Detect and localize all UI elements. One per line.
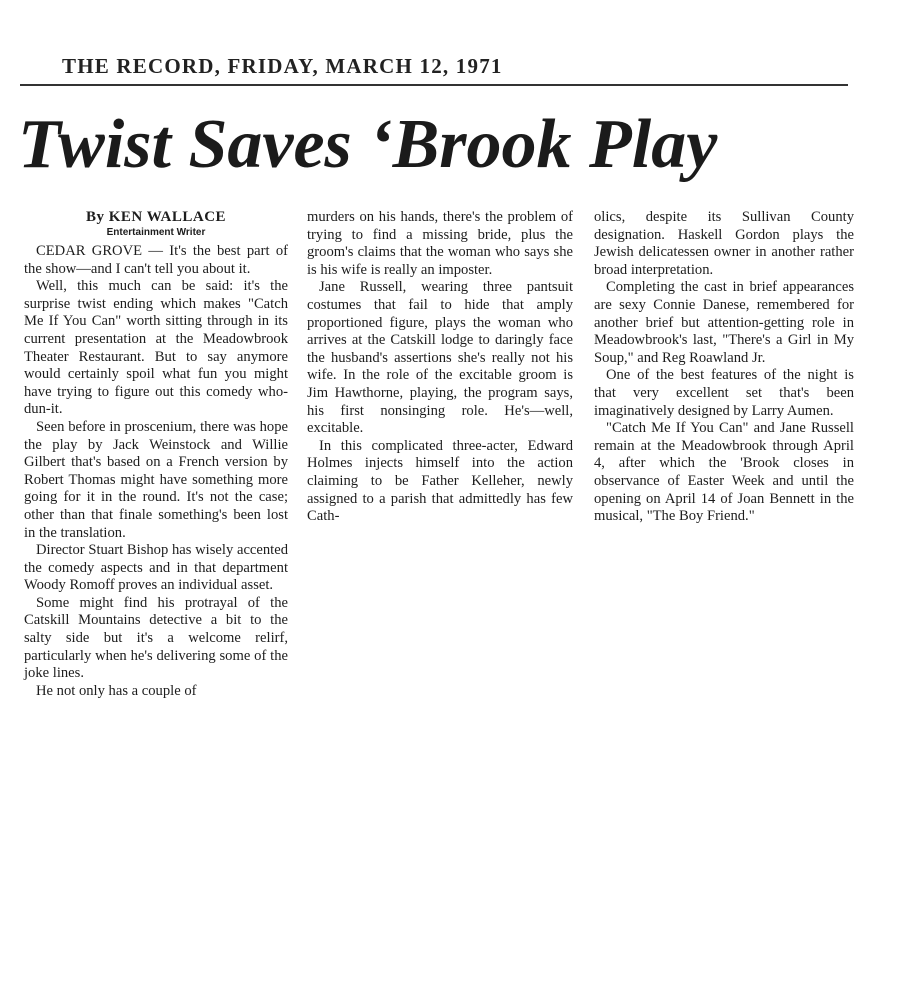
paragraph: One of the best features of the night is that very excellent set that's been imaginatively designed by Larry Aumen. — [594, 367, 854, 419]
paragraph: murders on his hands, there's the problem of trying to find a missing bride, plus the groom's claims that the woman who says she is his wife is really an imposter. — [307, 209, 573, 278]
paragraph: In this complicated three-acter, Edward Holmes injects himself into the action claiming to be Father Kelleher, newly assigned to a parish that admittedly has few Cath- — [307, 437, 573, 525]
paragraph: Jane Russell, wearing three pantsuit costumes that fail to hide that amply proportioned figure, plays the woman who arrives at the Catskill lodge to daringly face the husband's assertions she's really not his wife. In the role of the excitable groom is Jim Hawthorne, playing, the program says, his first nonsinging role. He's—well, excitable. — [307, 279, 573, 437]
paragraph: Seen before in proscenium, there was hope the play by Jack Weinstock and Willie Gilbert that's based on a French version by Robert Thomas might have something more going for it in the round. It's not the case; other than that finale something's been lost in the translation. — [24, 418, 288, 541]
newspaper-masthead: THE RECORD, FRIDAY, MARCH 12, 1971 — [62, 54, 503, 78]
paragraph: Well, this much can be said: it's the surprise twist ending which makes "Catch Me If You Can" worth sitting through in its current presentation at the Meadowbrook Theater Restaurant. But to say anymore would certainly spoil what fun you might have trying to figure out this comedy who-dun-it. — [24, 278, 288, 418]
paragraph: Some might find his protrayal of the Catskill Mountains detective a bit to the salty side but it's a welcome relirf, particularly when he's delivering some of the joke lines. — [24, 594, 288, 682]
article-column-1 — [24, 209, 288, 700]
paragraph: Director Stuart Bishop has wisely accented the comedy aspects and in that department Woody Romoff proves an individual asset. — [24, 542, 288, 594]
byline-author: By KEN WALLACE — [85, 209, 227, 225]
paragraph: CEDAR GROVE — It's the best part of the show—and I can't tell you about it. — [24, 243, 288, 277]
article-column-3 — [594, 209, 854, 526]
paragraph: Completing the cast in brief appearances are sexy Connie Danese, remembered for another brief but attention-getting role in Meadowbrook's last, "There's a Girl in My Soup," and Reg Roawland Jr. — [594, 279, 854, 366]
article-headline: Twist Saves ‘Brook Play — [18, 106, 718, 183]
paragraph: olics, despite its Sullivan County designation. Haskell Gordon plays the Jewish delicatessen owner in another rather broad interpretation. — [594, 209, 854, 278]
byline-role: Entertainment Writer — [106, 227, 206, 238]
article-column-2 — [307, 209, 573, 526]
paragraph: "Catch Me If You Can" and Jane Russell remain at the Meadowbrook through April 4, after which the 'Brook closes in observance of Easter Week and until the opening on April 14 of Joan Bennett in the musical, "The Boy Friend." — [594, 420, 854, 525]
paragraph: He not only has a couple of — [36, 682, 197, 699]
masthead-rule — [20, 84, 848, 86]
